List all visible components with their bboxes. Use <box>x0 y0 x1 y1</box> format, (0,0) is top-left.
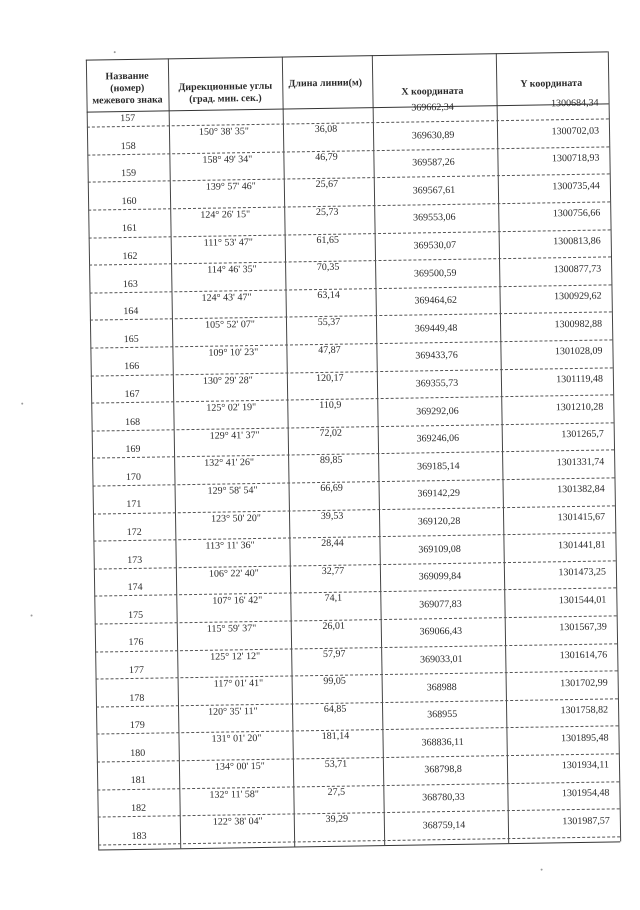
line-length: 66,69 <box>320 482 343 494</box>
x-coordinate: 369246,06 <box>416 433 460 445</box>
x-coordinate: 369630,89 <box>411 129 455 142</box>
line-length: 28,44 <box>321 537 344 550</box>
direction-angle: 114° 46' 35" <box>207 264 257 276</box>
x-coordinate: 369567,61 <box>412 184 456 197</box>
table-top-border <box>86 51 608 60</box>
point-number: 180 <box>130 747 146 759</box>
line-length: 39,29 <box>325 813 349 826</box>
direction-angle: 122° 38' 04" <box>212 816 263 828</box>
point-number: 162 <box>122 250 138 263</box>
direction-angle: 129° 41' 37" <box>209 429 260 442</box>
y-coordinate: 1301119,48 <box>556 373 604 386</box>
x-coordinate: 369033,01 <box>419 653 463 666</box>
y-coordinate: 1301614,76 <box>559 649 608 662</box>
point-number: 157 <box>120 112 136 125</box>
y-coordinate: 1301382,84 <box>557 483 605 496</box>
y-coordinate: 1301895,48 <box>560 732 609 745</box>
direction-angle: 106° 22' 40" <box>208 567 259 580</box>
point-number: 183 <box>131 830 147 842</box>
line-length: 99,05 <box>323 675 346 688</box>
x-coordinate: 368798,8 <box>424 764 462 776</box>
header-length: Длина линии(м) <box>288 77 363 90</box>
line-length: 120,17 <box>316 372 344 384</box>
line-length: 72,02 <box>319 427 343 439</box>
header-name: Название (номер) межевого знака <box>92 70 163 107</box>
y-coordinate: 1300982,88 <box>554 318 603 331</box>
y-coordinate: 1301934,11 <box>561 759 610 772</box>
y-coordinate: 1300718,93 <box>551 152 600 165</box>
x-coordinate: 369433,76 <box>415 350 458 362</box>
table-column-border <box>282 57 295 847</box>
point-number: 169 <box>125 444 141 456</box>
x-coordinate: 368836,11 <box>421 736 464 749</box>
point-number: 160 <box>121 195 137 207</box>
point-number: 163 <box>122 278 138 290</box>
x-coordinate: 368988 <box>426 681 457 693</box>
direction-angle: 124° 26' 15" <box>200 209 251 221</box>
line-length: 26,01 <box>322 620 346 632</box>
boundary-coordinates-table <box>86 51 620 849</box>
y-coordinate: 1300684,34 <box>551 97 599 110</box>
point-number: 176 <box>128 637 144 649</box>
x-coordinate: 369292,06 <box>416 405 459 418</box>
y-coordinate: 1301415,67 <box>557 511 606 524</box>
line-length: 32,77 <box>321 565 345 577</box>
line-length: 181,14 <box>321 730 350 743</box>
line-length: 64,85 <box>323 703 347 715</box>
line-length: 47,87 <box>318 344 341 356</box>
y-coordinate: 1300813,86 <box>553 235 601 248</box>
direction-angle: 105° 52' 07" <box>204 319 256 332</box>
header-y: Y координата <box>520 77 583 90</box>
point-number: 172 <box>126 526 142 539</box>
line-length: 36,08 <box>314 123 338 136</box>
x-coordinate: 369066,43 <box>419 626 463 638</box>
y-coordinate: 1301331,74 <box>556 456 605 469</box>
x-coordinate: 369662,34 <box>411 101 454 114</box>
y-coordinate: 1301954,48 <box>561 787 610 800</box>
header-angles: Дирекционные углы (град. мин. сек.) <box>178 80 273 106</box>
x-coordinate: 369185,14 <box>416 460 460 473</box>
direction-angle: 130° 29' 28" <box>202 374 253 387</box>
direction-angle: 132° 41' 26" <box>204 457 255 470</box>
x-coordinate: 368759,14 <box>422 819 466 832</box>
table-column-border <box>608 51 621 841</box>
x-coordinate: 369077,83 <box>419 598 462 611</box>
direction-angle: 115° 59' 37" <box>206 622 257 635</box>
x-coordinate: 368780,33 <box>422 791 465 804</box>
point-number: 168 <box>124 416 141 428</box>
point-number: 159 <box>121 168 137 180</box>
point-number: 170 <box>125 471 141 483</box>
y-coordinate: 1301987,57 <box>562 815 610 827</box>
point-number: 175 <box>127 609 144 621</box>
header-x: X координата <box>401 85 464 98</box>
line-length: 63,14 <box>317 289 340 301</box>
direction-angle: 109° 10' 23" <box>208 346 259 359</box>
point-number: 171 <box>126 499 142 511</box>
y-coordinate: 1301567,39 <box>559 621 607 634</box>
direction-angle: 132° 11' 58" <box>209 788 259 801</box>
line-length: 25,67 <box>315 179 339 191</box>
y-coordinate: 1301758,82 <box>560 704 609 717</box>
direction-angle: 113° 11' 36" <box>205 540 255 552</box>
direction-angle: 131° 01' 20" <box>211 733 262 746</box>
direction-angle: 107° 16' 42" <box>212 595 263 608</box>
y-coordinate: 1300735,44 <box>552 180 600 193</box>
line-length: 27,5 <box>327 786 346 798</box>
direction-angle: 158° 49' 34" <box>202 153 253 166</box>
y-coordinate: 1301210,28 <box>555 401 604 413</box>
direction-angle: 111° 53' 47" <box>203 236 253 249</box>
x-coordinate: 369500,59 <box>413 267 457 280</box>
y-coordinate: 1301441,81 <box>557 539 606 551</box>
point-number: 179 <box>129 719 145 732</box>
y-coordinate: 1301265,7 <box>561 428 604 441</box>
point-number: 173 <box>127 554 143 566</box>
line-length: 46,79 <box>315 151 338 163</box>
y-coordinate: 1300929,62 <box>554 290 602 303</box>
direction-angle: 134° 00' 15" <box>214 760 265 773</box>
line-length: 25,73 <box>315 206 339 219</box>
point-number: 164 <box>123 306 139 318</box>
x-coordinate: 369142,29 <box>417 488 461 500</box>
y-coordinate: 1300702,03 <box>551 125 600 137</box>
line-length: 74,1 <box>324 593 343 605</box>
line-length: 89,85 <box>319 455 343 467</box>
point-number: 166 <box>124 361 140 373</box>
point-number: 165 <box>123 333 139 345</box>
direction-angle: 139° 57' 46" <box>205 181 256 194</box>
line-length: 61,65 <box>316 234 340 246</box>
direction-angle: 129° 58' 54" <box>207 484 258 497</box>
direction-angle: 123° 50' 20" <box>210 512 262 525</box>
point-number: 178 <box>129 692 145 704</box>
y-coordinate: 1300877,73 <box>553 263 602 275</box>
point-number: 182 <box>131 802 147 815</box>
table-column-border <box>496 53 509 843</box>
x-coordinate: 369109,08 <box>418 543 461 556</box>
x-coordinate: 368955 <box>427 709 458 721</box>
x-coordinate: 369099,84 <box>418 570 462 583</box>
direction-angle: 125° 12' 12" <box>210 650 261 663</box>
line-length: 55,37 <box>317 317 341 329</box>
x-coordinate: 369553,06 <box>413 212 456 224</box>
x-coordinate: 369355,73 <box>415 377 459 390</box>
direction-angle: 117° 01' 41" <box>213 678 264 690</box>
x-coordinate: 369464,62 <box>414 295 458 307</box>
direction-angle: 120° 35' 11" <box>208 705 258 718</box>
y-coordinate: 1301544,01 <box>558 594 607 607</box>
y-coordinate: 1300756,66 <box>552 207 601 220</box>
point-number: 181 <box>130 775 146 787</box>
y-coordinate: 1301702,99 <box>560 677 608 689</box>
point-number: 161 <box>121 223 138 235</box>
line-length: 110,9 <box>319 399 342 412</box>
point-number: 158 <box>120 140 136 152</box>
x-coordinate: 369530,07 <box>413 239 457 252</box>
line-length: 53,71 <box>324 758 348 770</box>
x-coordinate: 369449,48 <box>414 322 458 335</box>
line-length: 39,53 <box>320 510 344 522</box>
x-coordinate: 369587,26 <box>412 157 455 169</box>
y-coordinate: 1301028,09 <box>554 345 603 358</box>
x-coordinate: 369120,28 <box>417 515 461 528</box>
point-number: 167 <box>124 388 140 401</box>
direction-angle: 124° 43' 47" <box>201 291 252 304</box>
point-number: 174 <box>127 581 143 594</box>
line-length: 70,35 <box>316 261 340 274</box>
table-column-border <box>372 55 385 845</box>
direction-angle: 125° 02' 19" <box>206 402 257 414</box>
line-length: 57,97 <box>322 648 346 660</box>
point-number: 177 <box>128 664 145 677</box>
y-coordinate: 1301473,25 <box>558 566 607 579</box>
direction-angle: 150° 38' 35" <box>198 126 249 139</box>
